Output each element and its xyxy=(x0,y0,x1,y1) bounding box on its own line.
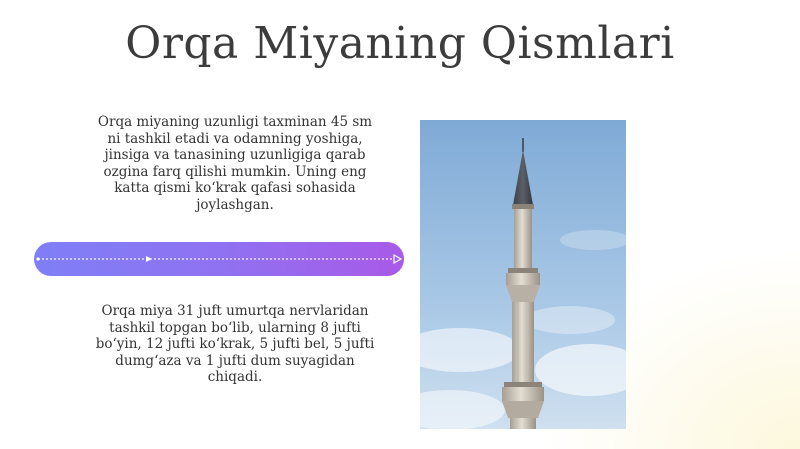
paragraph-line: dumg‘aza va 1 jufti dum suyagidan xyxy=(115,352,355,369)
paragraph-line: bo‘yin, 12 jufti ko‘krak, 5 jufti bel, 5 jufti xyxy=(95,336,375,352)
divider-bar xyxy=(34,242,404,276)
paragraph-line: chiqadi. xyxy=(207,369,263,385)
paragraph-line: Orqa miya 31 juft umurtqa nervlaridan xyxy=(101,303,369,319)
minaret-photo xyxy=(420,120,626,429)
paragraph-line: katta qismi ko‘krak qafasi sohasida xyxy=(114,180,356,196)
paragraph-line: jinsiga va tanasining uzunligiga qarab xyxy=(104,147,366,163)
paragraph-line: joylashgan. xyxy=(196,196,274,213)
paragraph-line: ni tashkil etadi va odamning yoshiga, xyxy=(107,130,363,147)
paragraph-line: tashkil topgan bo‘lib, ularning 8 jufti xyxy=(109,319,361,336)
minaret-image xyxy=(420,120,626,429)
arrow-connector-icon xyxy=(34,242,404,276)
paragraph-spinal-nerves xyxy=(80,303,390,386)
paragraph-spinal-cord-length xyxy=(80,114,390,213)
paragraph-line: ozgina farq qilishi mumkin. Uning eng xyxy=(103,163,367,180)
slide-title: Orqa Miyaning Qismlari xyxy=(125,18,675,69)
paragraph-line: Orqa miyaning uzunligi taxminan 45 sm xyxy=(97,114,373,130)
